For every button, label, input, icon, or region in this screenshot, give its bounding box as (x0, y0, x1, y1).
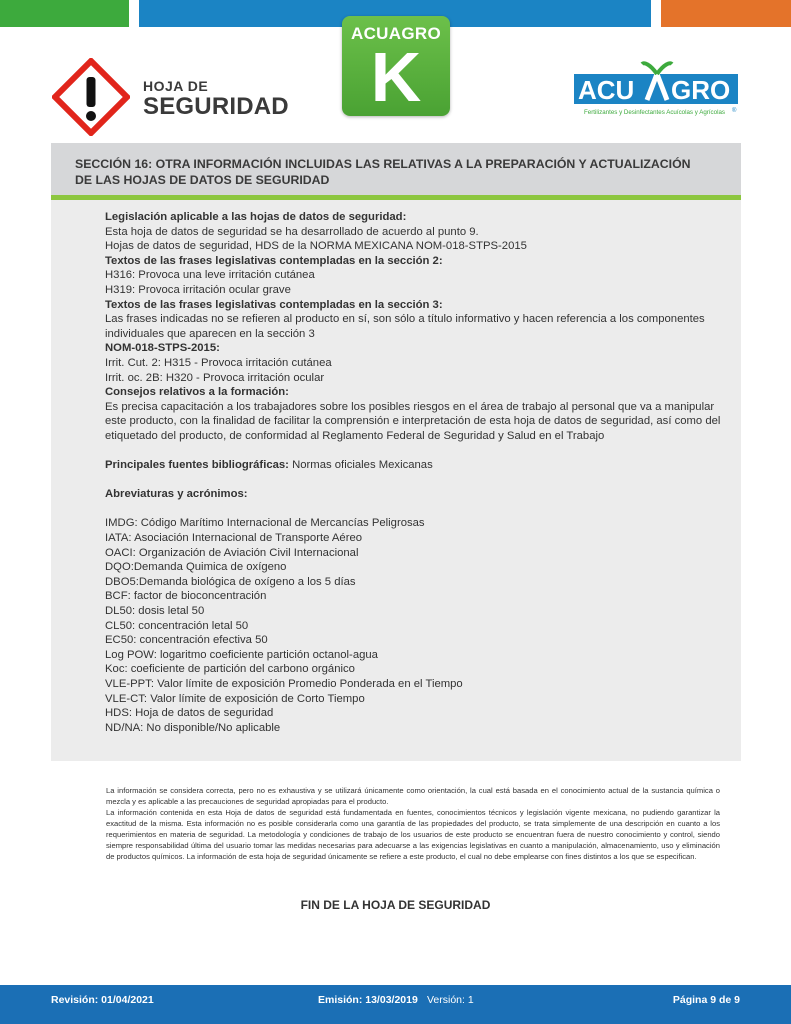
abreviatura-item: IATA: Asociación Internacional de Transporte Aéreo (105, 532, 363, 545)
disclaimer-paragraph: La información se considera correcta, pero no es exhaustiva y se utilizará únicamente como orientación, la cual está basada en el conocimiento actual de la sustancia química o mezcla y es aplicable a las precauciones de seguridad apropiadas para el producto. (106, 786, 720, 806)
abreviatura-item: HDS: Hoja de datos de seguridad (105, 707, 274, 720)
frases2-line: H316: Provoca una leve irritación cutánea (105, 269, 315, 282)
acuagro-logo (572, 60, 740, 120)
doc-title-big: SEGURIDAD (143, 93, 289, 120)
top-bar-orange (661, 0, 791, 27)
product-badge-name: ACUAGRO (351, 24, 441, 43)
nom-line: Irrit. oc. 2B: H320 - Provoca irritación ocular (105, 371, 325, 384)
footer-emision: Emisión: 13/03/2019 (318, 994, 418, 1006)
logo-text-right: GRO (671, 75, 731, 105)
abreviatura-item: VLE-PPT: Valor límite de exposición Promedio Ponderada en el Tiempo (105, 678, 463, 690)
logo-tagline: Fertilizantes y Desinfectantes Acuícolas y Agrícolas (584, 109, 725, 116)
consejos-line: etiquetado del producto, de conformidad al Reglamento Federal de Seguridad y Salud en el Trabajo (105, 429, 605, 442)
fuentes-value: Normas oficiales Mexicanas (292, 459, 433, 472)
section-title-line2: DE LAS HOJAS DE DATOS DE SEGURIDAD (75, 173, 330, 187)
consejos-line: Es precisa capacitación a los trabajadores sobre los posibles riesgos en el área de trabajo al personal que va a manipular (105, 400, 715, 413)
disclaimer (106, 785, 720, 862)
legislacion-heading: Legislación aplicable a las hojas de datos de seguridad: (105, 211, 407, 223)
consejos-heading: Consejos relativos a la formación: (105, 386, 289, 399)
section-header (51, 143, 741, 195)
frases3-heading: Textos de las frases legislativas contempladas en la sección 3: (105, 298, 443, 311)
abreviatura-item: Koc: coeficiente de partición del carbono orgánico (105, 663, 355, 676)
hazard-exclamation-icon (52, 58, 130, 136)
section-content (51, 200, 741, 761)
frases2-heading: Textos de las frases legislativas contempladas en la sección 2: (105, 254, 443, 267)
disclaimer-paragraph: La información contenida en esta Hoja de datos de seguridad está fundamentada en fuentes, conocimientos técnicos y legislación vigente mexicana, no pudiendo garantizar la exactitud de la misma. Esta información no es posible considerarla como una garantía de las propiedades del producto, se trata simplemente de una descripción en cuanto a los requerimientos en materia de seguridad. La metodología y condiciones de trabajo de los usuarios de este producto se encuentran fuera de nuestro conocimiento y control, siendo siempre responsabilidad última del usuario tomar las medidas necesarias para adecuarse a las exigencias legislativas en cuanto a manipulación, almacenamiento, uso y eliminación de productos químicos. La información de esta hoja de seguridad únicamente se refiere a este producto, el cual no debe emplearse con fines distintos a los que se especifican. (106, 808, 720, 861)
doc-title-small: HOJA DE (143, 78, 209, 94)
footer-bar (0, 985, 791, 1024)
abreviatura-item: CL50: concentración letal 50 (105, 619, 249, 632)
footer-page-number: Página 9 de 9 (672, 994, 740, 1006)
abreviatura-item: OACI: Organización de Aviación Civil Internacional (105, 546, 359, 559)
footer-revision: Revisión: 01/04/2021 (51, 994, 154, 1006)
abreviaturas-heading: Abreviaturas y acrónimos: (105, 488, 248, 501)
logo-text-left: ACU (578, 75, 635, 105)
abreviatura-item: IMDG: Código Marítimo Internacional de Mercancías Peligrosas (105, 517, 425, 530)
fuentes-line (105, 458, 725, 473)
legislacion-line: Esta hoja de datos de seguridad se ha desarrollado de acuerdo al punto 9. (105, 225, 479, 238)
abreviatura-item: EC50: concentración efectiva 50 (105, 634, 268, 647)
fuentes-label: Principales fuentes bibliográficas: (105, 459, 289, 472)
abreviatura-item: ND/NA: No disponible/No aplicable (105, 721, 281, 734)
legislacion-line: Hojas de datos de seguridad, HDS de la NORMA MEXICANA NOM-018-STPS-2015 (105, 240, 527, 253)
end-of-sheet: FIN DE LA HOJA DE SEGURIDAD (300, 898, 491, 912)
section-title (75, 156, 695, 188)
nom-heading: NOM-018-STPS-2015: (105, 342, 220, 355)
abreviatura-item: Log POW: logaritmo coeficiente partición octanol-agua (105, 648, 378, 661)
logo-registered: ® (732, 108, 737, 114)
top-bar-green (0, 0, 129, 27)
nom-line: Irrit. Cut. 2: H315 - Provoca irritación cutánea (105, 356, 332, 369)
abreviatura-item: DBO5:Demanda biológica de oxígeno a los 5 días (105, 575, 356, 588)
frases3-line: individuales que aparecen en la sección 3 (105, 327, 315, 340)
abreviatura-item: DL50: dosis letal 50 (105, 605, 205, 618)
abreviatura-item: DQO:Demanda Quimica de oxígeno (105, 561, 287, 574)
product-badge (342, 16, 450, 116)
abreviatura-item: BCF: factor de bioconcentración (105, 590, 267, 603)
frases3-line: Las frases indicadas no se refieren al producto en sí, son sólo a título informativo y hacen referencia a los componentes (105, 313, 705, 326)
consejos-line: este producto, con la finalidad de facilitar la comprensión e interpretación de esta hoja de datos de seguridad, así como del (105, 415, 721, 428)
product-badge-letter: K (370, 38, 422, 116)
frases2-line: H319: Provoca irritación ocular grave (105, 283, 291, 296)
footer-version: Versión: 1 (427, 994, 474, 1006)
abreviatura-item: VLE-CT: Valor límite de exposición de Corto Tiempo (105, 692, 365, 705)
section-title-line1: SECCIÓN 16: OTRA INFORMACIÓN INCLUIDAS LAS RELATIVAS A LA PREPARACIÓN Y ACTUALIZACIÓN (75, 157, 691, 171)
